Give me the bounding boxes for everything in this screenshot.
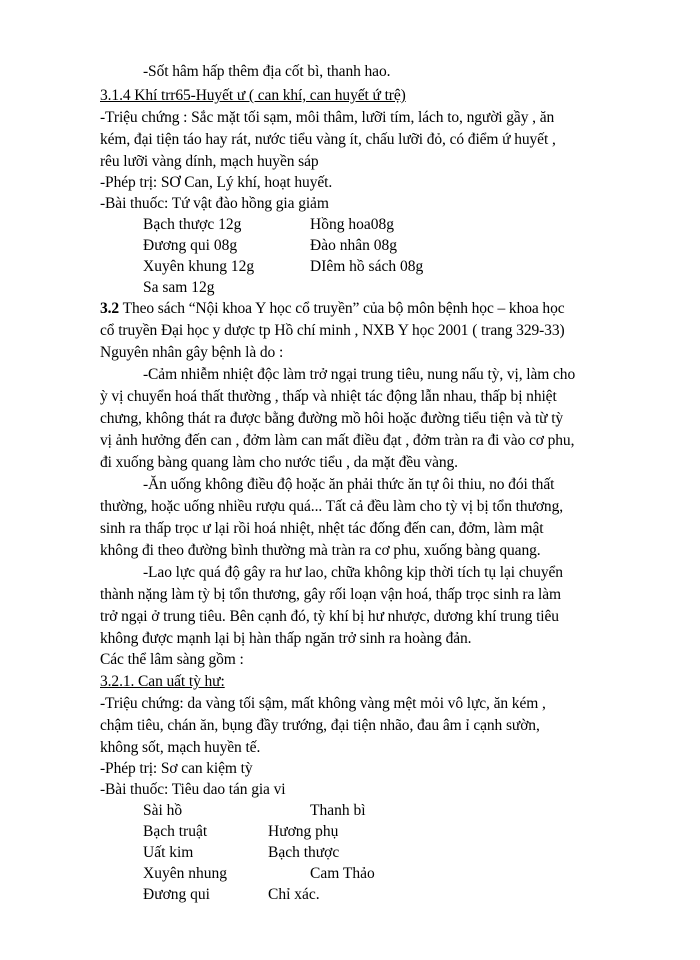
text-line: rêu lưỡi vàng dính, mạch huyền sáp <box>100 153 319 170</box>
herb-item: Đương qui 08g <box>143 237 238 254</box>
herb-item: Đương qui <box>143 886 210 903</box>
herb-item: Cam Thảo <box>310 865 375 882</box>
section-text: Theo sách “Nội khoa Y học cổ truyền” của bộ môn bệnh học – khoa học <box>119 300 565 317</box>
text-line: -Lao lực quá độ gây ra hư lao, chữa không kịp thời tích tụ lại chuyển <box>143 564 563 581</box>
herb-item: Thanh bì <box>310 802 366 819</box>
text-line: -Bài thuốc: Tiêu dao tán gia vi <box>100 781 286 798</box>
text-line: -Cảm nhiễm nhiệt độc làm trở ngại trung tiêu, nung nấu tỳ, vị, làm cho <box>143 366 576 383</box>
text-line: -Bài thuốc: Tứ vật đào hồng gia giảm <box>100 195 329 212</box>
text-line: -Phép trị: Sơ can kiệm tỳ <box>100 760 253 777</box>
text-line: -Phép trị: SƠ Can, Lý khí, hoạt huyết. <box>100 174 333 191</box>
text-line: thường, hoặc uống nhiều rượu quá... Tất cả đều làm cho tỳ vị bị tổn thương, <box>100 498 564 515</box>
text-line: vị ảnh hưởng đến can , đởm làm can mất điều đạt , đởm tràn ra đi vào cơ phu, <box>100 432 575 449</box>
herb-item: Chỉ xác. <box>268 886 320 903</box>
text-line: không sốt, mạch huyền tế. <box>100 739 261 756</box>
text-line: -Ăn uống không điều độ hoặc ăn phải thức ăn tự ôi thiu, no đói thất <box>143 476 555 493</box>
text-line: ỳ vị chuyển hoá thất thường , thấp và nhiệt tác động lẫn nhau, thấp bị nhiệt <box>100 388 557 405</box>
section-heading-3-1-4: 3.1.4 Khí trr65-Huyết ư ( can khí, can huyết ứ trệ) <box>100 87 406 104</box>
herb-item: Sài hồ <box>143 802 183 819</box>
herb-item: Bạch thược 12g <box>143 216 242 233</box>
text-line: chưng, không thát ra được bằng đường mồ hôi hoặc đường tiểu tiện và từ tỳ <box>100 410 564 427</box>
herb-item: Hương phụ <box>268 823 339 840</box>
section-number: 3.2 <box>100 300 120 317</box>
herb-item: DIêm hồ sách 08g <box>310 258 424 275</box>
herb-item: Xuyên khung 12g <box>143 258 255 275</box>
text-line: đi xuống bàng quang làm cho nước tiểu , da mặt đều vàng. <box>100 454 458 471</box>
section-heading-3-2-1: 3.2.1. Can uất tỳ hư: <box>100 673 225 690</box>
text-line: trở ngại ở trung tiêu. Bên cạnh đó, tỳ khí bị hư nhược, dương khí trung tiêu <box>100 608 559 625</box>
herb-item: Đào nhân 08g <box>310 237 397 254</box>
text-line: Các thể lâm sàng gồm : <box>100 651 244 668</box>
herb-item: Uất kim <box>143 844 194 861</box>
herb-item: Bạch truật <box>143 823 208 840</box>
text-line: không đi theo đường bình thường mà tràn ra cơ phu, xuống bàng quang. <box>100 542 541 559</box>
text-line: kém, đại tiện táo hay rát, nước tiểu vàng ít, chấu lưỡi đỏ, có điểm ứ huyết , <box>100 131 556 148</box>
herb-item: Hồng hoa08g <box>310 216 394 233</box>
section-heading-3-2 <box>100 299 680 319</box>
text-line: Nguyên nhân gây bệnh là do : <box>100 344 284 361</box>
herb-item: Xuyên nhung <box>143 865 227 882</box>
text-line: chậm tiêu, chán ăn, bụng đầy trướng, đại tiện nhão, đau âm ỉ cạnh sườn, <box>100 717 540 734</box>
text-line: không được mạnh lại bị hàn thấp ngăn trở sinh ra hoàng đản. <box>100 630 472 647</box>
text-line: cổ truyền Đại học y dược tp Hồ chí minh , NXB Y học 2001 ( trang 329-33) <box>100 322 565 339</box>
herb-item: Bạch thược <box>268 844 340 861</box>
herb-item: Sa sam 12g <box>143 279 215 296</box>
text-line: -Triệu chứng: da vàng tối sậm, mất không vàng mệt mỏi vô lực, ăn kém , <box>100 695 546 712</box>
text-line: -Sốt hâm hấp thêm địa cốt bì, thanh hao. <box>143 63 391 80</box>
text-line: -Triệu chứng : Sắc mặt tối sạm, môi thâm, lưỡi tím, lách to, người gầy , ăn <box>100 109 555 126</box>
text-line: sinh ra thấp trọc ư lại rồi hoá nhiệt, nhệt tác đống đến can, đởm, làm mật <box>100 520 544 537</box>
text-line: thành nặng làm tỳ bị tổn thương, gây rối loạn vận hoá, thấp trọc sinh ra làm <box>100 586 561 603</box>
